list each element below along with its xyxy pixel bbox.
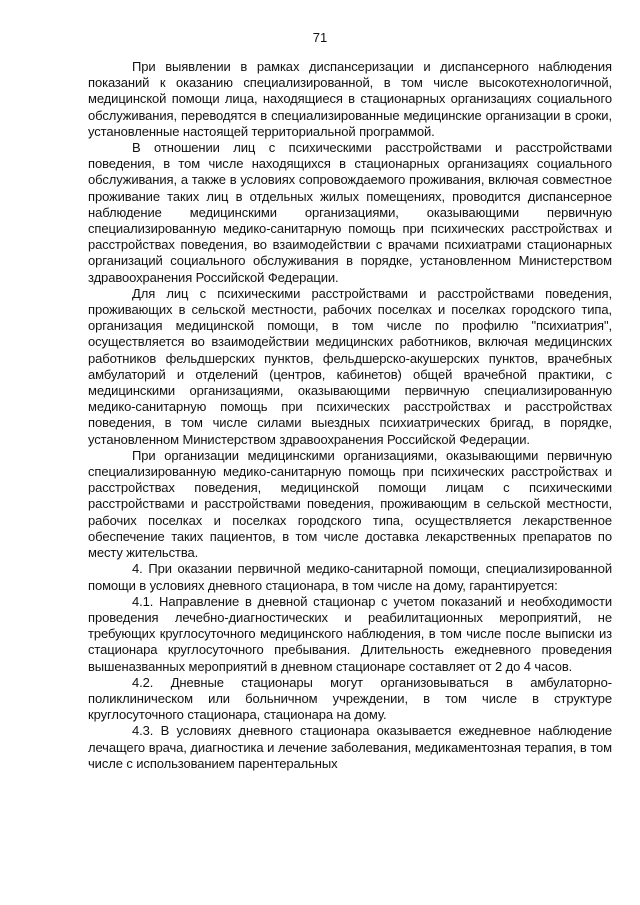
paragraph-section-4-1: 4.1. Направление в дневной стационар с учетом показаний и необходимости проведения лечебно-диагностических и реабилитационных мероприятий, не требующих круглосуточного медицинского наблюдения, в том числе после выписки из стационара круглосуточного пребывания. Длительность ежедневного проведения вышеназванных мероприятий в дневном стационаре составляет от 2 до 4 часов. xyxy=(88,593,612,674)
paragraph-section-4-3: 4.3. В условиях дневного стационара оказывается ежедневное наблюдение лечащего врача, диагностика и лечение заболевания, медикаментозная терапия, в том числе с использованием парентеральных xyxy=(88,723,612,771)
paragraph-section-4: 4. При оказании первичной медико-санитарной помощи, специализированной помощи в условиях дневного стационара, в том числе на дому, гарантируется: xyxy=(88,561,612,593)
page-number: 71 xyxy=(312,30,328,45)
paragraph: Для лиц с психическими расстройствами и расстройствами поведения, проживающих в сельской местности, рабочих поселках и поселках городского типа, организация медицинской помощи, в том числе по профилю "психиатрия", осуществляется во взаимодействии медицинских работников, включая медицинских работников фельдшерских пунктов, фельдшерско-акушерских пунктов, врачебных амбулаторий и отделений (центров, кабинетов) общей врачебной практики, с медицинскими организациями, оказывающими первичную специализированную медико-санитарную помощь при психических расстройствах и расстройствах поведения, в том числе силами выездных психиатрических бригад, в порядке, установленном Министерством здравоохранения Российской Федерации. xyxy=(88,285,612,447)
paragraph-section-4-2: 4.2. Дневные стационары могут организовываться в амбулаторно-поликлиническом или больничном учреждении, в том числе в структуре круглосуточного стационара, стационара на дому. xyxy=(88,674,612,723)
paragraph: При организации медицинскими организациями, оказывающими первичную специализированную медико-санитарную помощь при психических расстройствах и расстройствах поведения, медицинской помощи лицам с психическими расстройствами и расстройствами поведения, проживающим в сельской местности, рабочих поселках и поселках городского типа, осуществляется лекарственное обеспечение таких пациентов, в том числе доставка лекарственных препаратов по месту жительства. xyxy=(88,447,612,561)
paragraph: В отношении лиц с психическими расстройствами и расстройствами поведения, в том числе находящихся в стационарных организациях социального обслуживания, а также в условиях сопровождаемого проживания, включая совместное проживание таких лиц в отдельных жилых помещениях, проводится диспансерное наблюдение медицинскими организациями, оказывающими первичную специализированную медико-санитарную помощь при психических расстройствах и расстройствах поведения, во взаимодействии с врачами психиатрами стационарных организаций социального обслуживания в порядке, установленном Министерством здравоохранения Российской Федерации. xyxy=(88,140,612,285)
document-body xyxy=(88,59,612,772)
paragraph: При выявлении в рамках диспансеризации и диспансерного наблюдения показаний к оказанию специализированной, в том числе высокотехнологичной, медицинской помощи лица, находящиеся в стационарных организациях социального обслуживания, переводятся в специализированные медицинские организации в сроки, установленные настоящей территориальной программой. xyxy=(88,59,612,139)
